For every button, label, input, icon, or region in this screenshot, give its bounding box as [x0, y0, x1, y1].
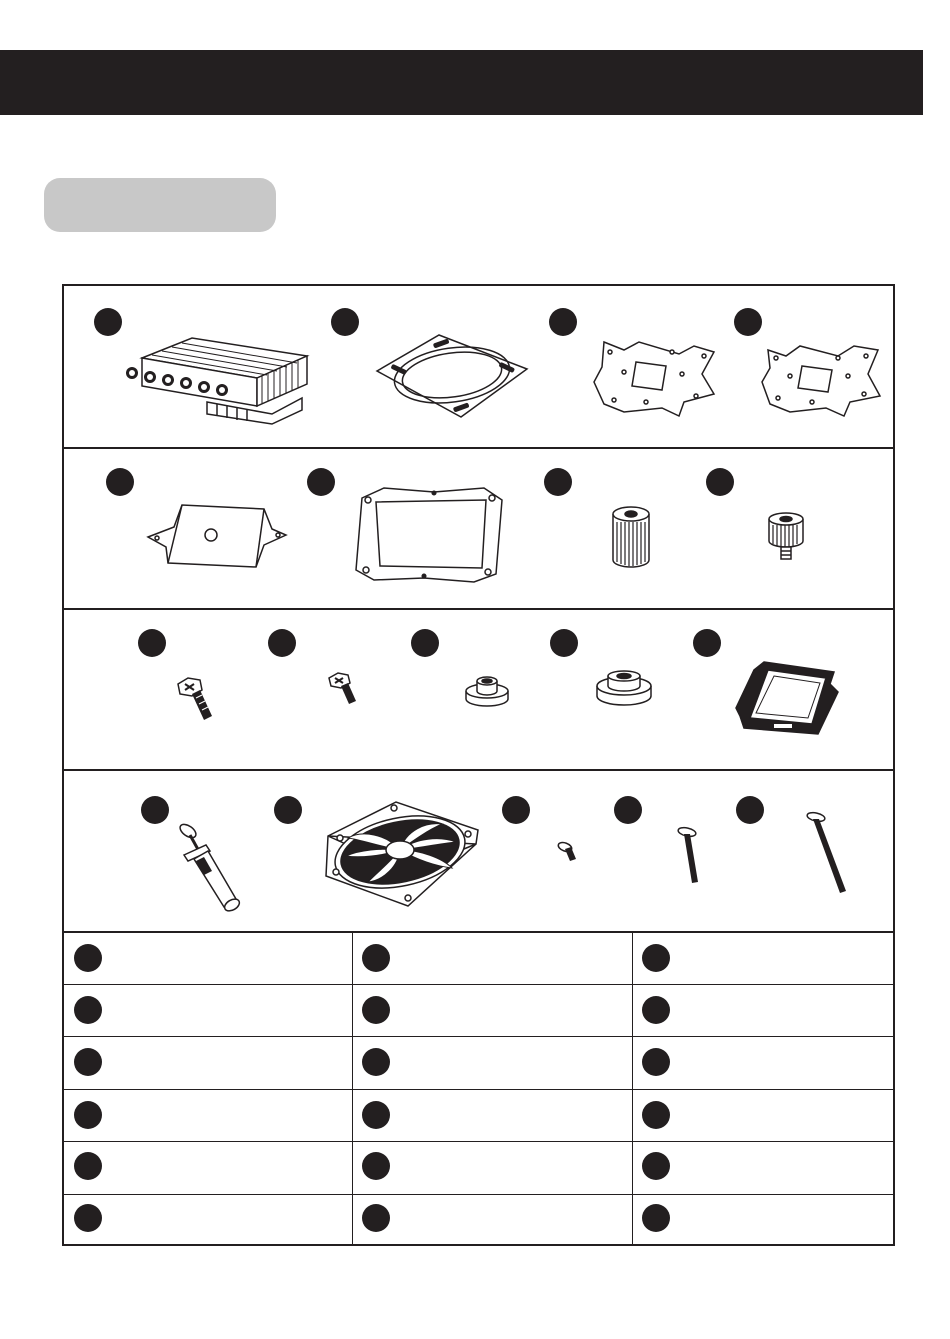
item-number-badge: [544, 468, 572, 496]
thumb-nut-icon: [766, 511, 806, 566]
row-divider: [64, 769, 893, 771]
item-number-badge: [138, 629, 166, 657]
legend-number-badge: [74, 996, 102, 1024]
item-number-badge: [94, 308, 122, 336]
washer-icon: [594, 666, 654, 711]
ring-bracket-icon: [369, 331, 534, 421]
syringe-icon: [174, 821, 249, 916]
header-band: [0, 50, 923, 115]
item-number-badge: [274, 796, 302, 824]
item-number-badge: [411, 629, 439, 657]
heatsink-icon: [122, 328, 322, 428]
screw-icon: [326, 671, 361, 711]
screw-icon: [174, 676, 219, 726]
legend-number-badge: [362, 996, 390, 1024]
row-divider: [64, 931, 893, 933]
legend-number-badge: [642, 1048, 670, 1076]
table-row-divider: [64, 1141, 893, 1142]
legend-number-badge: [642, 996, 670, 1024]
standoff-icon: [609, 504, 654, 569]
legend-number-badge: [74, 944, 102, 972]
table-row-divider: [64, 984, 893, 985]
cpu-cover-icon: [734, 658, 844, 738]
screw-icon: [676, 826, 706, 886]
item-number-badge: [734, 308, 762, 336]
backplate-icon: [754, 336, 889, 421]
section-heading-pill: [44, 178, 276, 232]
item-number-badge: [550, 629, 578, 657]
item-number-badge: [614, 796, 642, 824]
item-number-badge: [141, 796, 169, 824]
item-number-badge: [331, 308, 359, 336]
item-number-badge: [106, 468, 134, 496]
mount-plate-icon: [144, 501, 289, 571]
parts-list-frame: [62, 284, 895, 1246]
legend-number-badge: [74, 1152, 102, 1180]
legend-number-badge: [642, 1152, 670, 1180]
legend-number-badge: [642, 1204, 670, 1232]
legend-number-badge: [362, 1204, 390, 1232]
screw-icon: [806, 811, 851, 896]
fan-icon: [322, 800, 482, 910]
item-number-badge: [307, 468, 335, 496]
backplate-icon: [584, 332, 724, 422]
legend-number-badge: [362, 1152, 390, 1180]
item-number-badge: [268, 629, 296, 657]
row-divider: [64, 447, 893, 449]
item-number-badge: [549, 308, 577, 336]
table-row-divider: [64, 1089, 893, 1090]
table-row-divider: [64, 1036, 893, 1037]
row-divider: [64, 608, 893, 610]
legend-number-badge: [362, 944, 390, 972]
item-number-badge: [693, 629, 721, 657]
screw-icon: [556, 841, 581, 863]
item-number-badge: [736, 796, 764, 824]
table-row-divider: [64, 1194, 893, 1195]
legend-number-badge: [642, 944, 670, 972]
washer-icon: [462, 673, 512, 708]
item-number-badge: [502, 796, 530, 824]
legend-number-badge: [642, 1101, 670, 1129]
legend-number-badge: [74, 1048, 102, 1076]
square-frame-icon: [354, 484, 504, 584]
legend-number-badge: [74, 1101, 102, 1129]
legend-number-badge: [74, 1204, 102, 1232]
legend-number-badge: [362, 1048, 390, 1076]
legend-number-badge: [362, 1101, 390, 1129]
item-number-badge: [706, 468, 734, 496]
